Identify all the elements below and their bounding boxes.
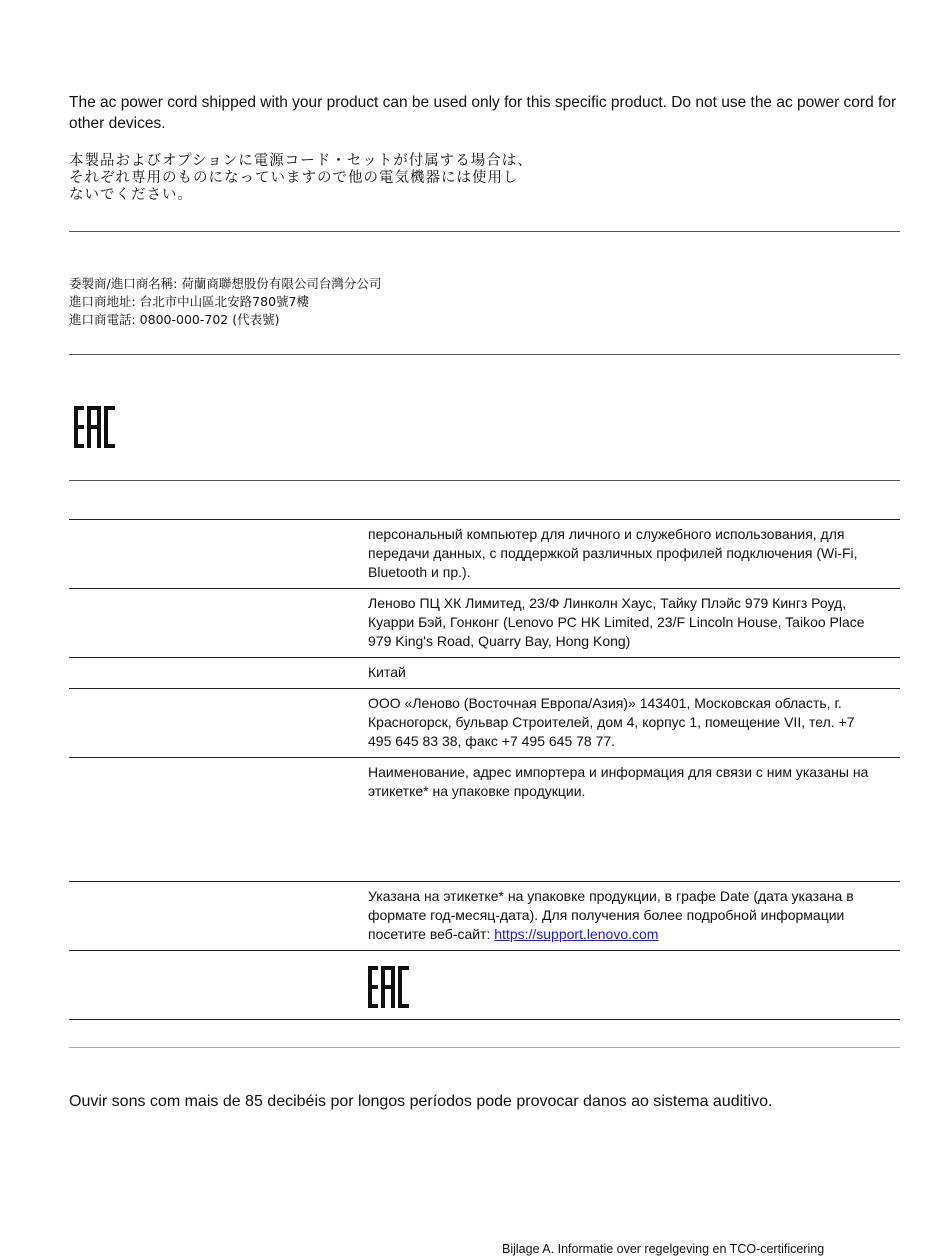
taiwan-importer-info xyxy=(69,275,589,329)
table-cell-label xyxy=(69,658,368,688)
table-cell-label xyxy=(69,689,368,757)
power-cord-note-en: The ac power cord shipped with your product can be used only for this specific product. Do not use the ac power cord for other devices. xyxy=(69,94,897,132)
power-cord-note-ja xyxy=(69,153,629,204)
table-cell-value: ООО «Леново (Восточная Европа/Азия)» 143401, Московская область, г. Красногорск, бульвар Строителей, дом 4, корпус 1, помещение VII, тел. +7 495 645 83 38, факс +7 495 645 78 77. xyxy=(368,695,855,749)
table-row xyxy=(69,689,900,758)
manufacture-date-text: Указана на этикетке* на упаковке продукции, в графе Date (дата указана в формате год-месяц-дата). Для получения более подробной информации посетите веб-сайт: xyxy=(368,888,854,942)
taiwan-importer-line: 委製商/進口商名稱: 荷蘭商聯想股份有限公司台灣分公司 xyxy=(69,276,382,291)
table-cell-label xyxy=(69,589,368,657)
taiwan-importer-line: 進口商電話: 0800-000-702 (代表號) xyxy=(69,312,280,327)
table-row xyxy=(69,951,900,1020)
table-row xyxy=(69,658,900,689)
power-cord-note-ja-line: それぞれ専用のものになっていますので他の電気機器には使用し xyxy=(69,170,519,186)
table-cell-label xyxy=(69,951,368,1019)
table-cell-value: Наименование, адрес импортера и информация для связи с ним указаны на этикетке* на упаковке продукции. xyxy=(368,764,869,799)
section-divider xyxy=(69,354,900,355)
table-row xyxy=(69,882,900,951)
power-cord-note-ja-line: ないでください。 xyxy=(69,187,193,203)
power-cord-note-ja-line: 本製品およびオプションに電源コード・セットが付属する場合は、 xyxy=(69,153,533,169)
table-cell-label xyxy=(69,520,368,588)
table-cell-value xyxy=(368,882,900,950)
table-row xyxy=(69,520,900,589)
table-cell-value: Леново ПЦ ХК Лимитед, 23/Ф Линколн Хаус, Тайку Плэйс 979 Кингз Роуд, Куарри Бэй, Гонконг (Lenovo PC HK Limited, 23/F Lincoln House, Taikoo Place 979 King's Road, Quarry Bay, Hong Kong) xyxy=(368,595,865,649)
table-row xyxy=(69,589,900,658)
section-divider xyxy=(69,480,900,481)
table-cell-label xyxy=(69,882,368,950)
hearing-warning-pt: Ouvir sons com mais de 85 decibéis por longos períodos pode provocar danos ao sistema auditivo. xyxy=(69,1093,773,1110)
eac-info-table xyxy=(69,519,900,1020)
section-divider xyxy=(69,1047,900,1048)
table-cell-value: персональный компьютер для личного и служебного использования, для передачи данных, с поддержкой различных профилей подключения (Wi-Fi, Bluetooth и пр.). xyxy=(368,526,858,580)
table-cell-value: Китай xyxy=(368,664,406,680)
support-link[interactable]: https://support.lenovo.com xyxy=(494,926,659,942)
table-row xyxy=(69,758,900,882)
section-divider xyxy=(69,231,900,232)
eac-mark-logo xyxy=(74,406,116,448)
page-footer: Bijlage A. Informatie over regelgeving en TCO-certificering xyxy=(502,1242,825,1256)
taiwan-importer-line: 進口商地址: 台北市中山區北安路780號7樓 xyxy=(69,294,309,309)
table-cell-value xyxy=(368,951,900,1019)
table-cell-label xyxy=(69,758,368,881)
eac-mark-logo xyxy=(368,995,410,1011)
